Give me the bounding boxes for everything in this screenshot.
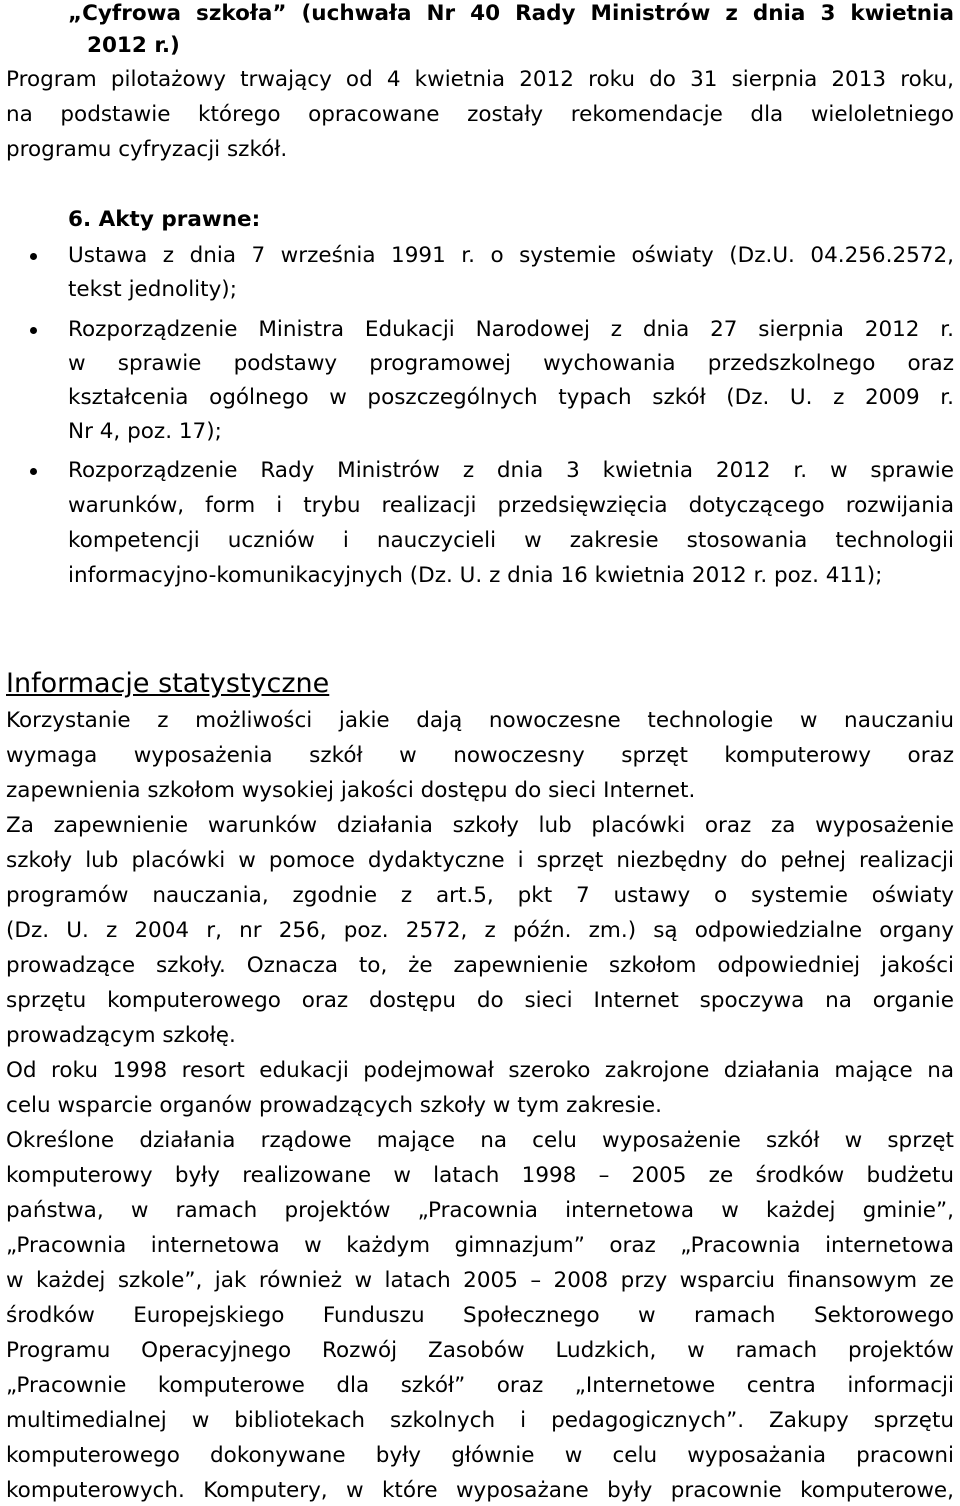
stats-heading: Informacje statystyczne — [6, 668, 330, 699]
list-item-line: Rozporządzenie Ministra Edukacji Narodowej z dnia 27 sierpnia 2012 r. — [68, 317, 954, 342]
list-item-line: w sprawie podstawy programowej wychowania przedszkolnego oraz — [68, 351, 954, 376]
list-item-line: tekst jednolity); — [68, 277, 237, 302]
body-line: prowadzące szkoły. Oznacza to, że zapewnienie szkołom odpowiedniej jakości — [6, 953, 954, 978]
list-item-line: kształcenia ogólnego w poszczególnych typach szkół (Dz. U. z 2009 r. — [68, 385, 954, 410]
body-line: Za zapewnienie warunków działania szkoły lub placówki oraz za wyposażenie — [6, 813, 954, 838]
body-line: w każdej szkole”, jak również w latach 2005 – 2008 przy wsparciu finansowym ze — [6, 1268, 954, 1293]
body-line: (Dz. U. z 2004 r, nr 256, poz. 2572, z późn. zm.) są odpowiedzialne organy — [6, 918, 954, 943]
body-line: zapewnienia szkołom wysokiej jakości dostępu do sieci Internet. — [6, 778, 696, 803]
section-heading-line: „Cyfrowa szkoła” (uchwała Nr 40 Rady Ministrów z dnia 3 kwietnia — [68, 1, 954, 26]
paragraph-line: Program pilotażowy trwający od 4 kwietnia 2012 roku do 31 sierpnia 2013 roku, — [6, 67, 954, 92]
list-item-line: Ustawa z dnia 7 września 1991 r. o systemie oświaty (Dz.U. 04.256.2572, — [68, 243, 954, 268]
body-line: programów nauczania, zgodnie z art.5, pkt 7 ustawy o systemie oświaty — [6, 883, 954, 908]
body-line: Określone działania rządowe mające na celu wyposażenie szkół w sprzęt — [6, 1128, 954, 1153]
body-line: „Pracownia internetowa w każdym gimnazjum” oraz „Pracownia internetowa — [6, 1233, 954, 1258]
list-item-line: Nr 4, poz. 17); — [68, 419, 222, 444]
list-item-line: Rozporządzenie Rady Ministrów z dnia 3 kwietnia 2012 r. w sprawie — [68, 458, 954, 483]
body-line: szkoły lub placówki w pomoce dydaktyczne i sprzęt niezbędny do pełnej realizacji — [6, 848, 954, 873]
list-item-line: warunków, form i trybu realizacji przedsięwzięcia dotyczącego rozwijania — [68, 493, 954, 518]
body-line: środków Europejskiego Funduszu Społecznego w ramach Sektorowego — [6, 1303, 954, 1328]
body-line: Od roku 1998 resort edukacji podejmował szeroko zakrojone działania mające na — [6, 1058, 954, 1083]
body-line: państwa, w ramach projektów „Pracownia internetowa w każdej gminie”, — [6, 1198, 954, 1223]
body-line: prowadzącym szkołę. — [6, 1023, 236, 1048]
body-line: sprzętu komputerowego oraz dostępu do sieci Internet spoczywa na organie — [6, 988, 954, 1013]
paragraph-line: na podstawie którego opracowane zostały rekomendacje dla wieloletniego — [6, 102, 954, 127]
body-line: komputerowego dokonywane były głównie w celu wyposażania pracowni — [6, 1443, 954, 1468]
bullet-icon — [30, 253, 37, 260]
bullet-icon — [30, 468, 37, 475]
body-line: celu wsparcie organów prowadzących szkoły w tym zakresie. — [6, 1093, 662, 1118]
paragraph-line: programu cyfryzacji szkół. — [6, 137, 288, 162]
list-item-line: kompetencji uczniów i nauczycieli w zakresie stosowania technologii — [68, 528, 954, 553]
body-line: Programu Operacyjnego Rozwój Zasobów Ludzkich, w ramach projektów — [6, 1338, 954, 1363]
body-line: komputerowy były realizowane w latach 1998 – 2005 ze środków budżetu — [6, 1163, 954, 1188]
body-line: Korzystanie z możliwości jakie dają nowoczesne technologie w nauczaniu — [6, 708, 954, 733]
acts-heading: 6. Akty prawne: — [68, 207, 261, 232]
list-item-line: informacyjno-komunikacyjnych (Dz. U. z dnia 16 kwietnia 2012 r. poz. 411); — [68, 563, 883, 588]
body-line: multimedialnej w bibliotekach szkolnych i pedagogicznych”. Zakupy sprzętu — [6, 1408, 954, 1433]
bullet-icon — [30, 327, 37, 334]
section-heading-line: 2012 r.) — [87, 33, 180, 58]
body-line: wymaga wyposażenia szkół w nowoczesny sprzęt komputerowy oraz — [6, 743, 954, 768]
body-line: „Pracownie komputerowe dla szkół” oraz „Internetowe centra informacji — [6, 1373, 954, 1398]
body-line: komputerowych. Komputery, w które wyposażane były pracownie komputerowe, — [6, 1478, 954, 1503]
